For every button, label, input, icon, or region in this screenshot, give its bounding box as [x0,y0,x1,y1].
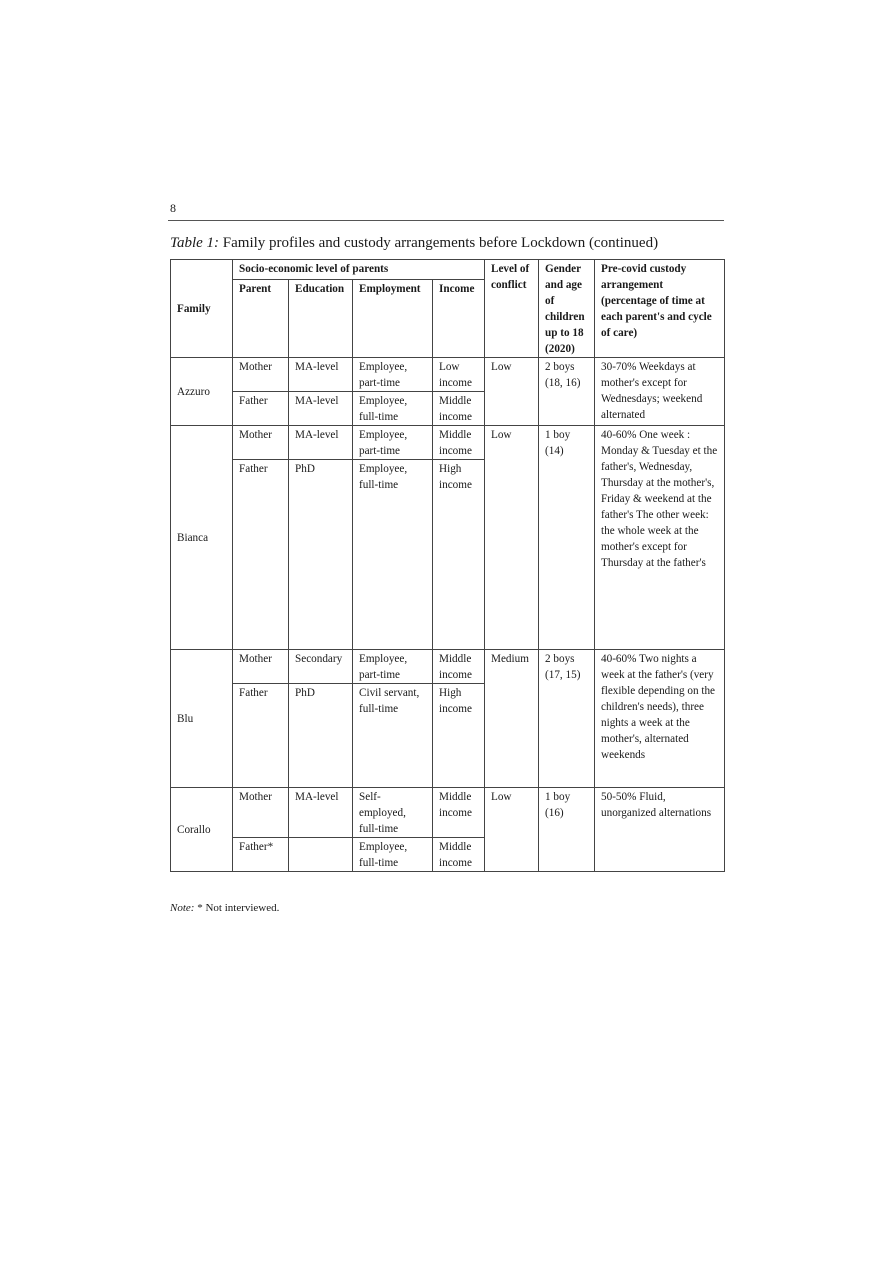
custody-cell: 50-50% Fluid, unorganized alternations [595,788,725,872]
parent-cell: Mother [233,358,289,392]
income-cell: Middle income [433,838,485,872]
education-cell: PhD [289,460,353,650]
employment-cell: Self-employed, full-time [353,788,433,838]
table-caption [170,235,658,252]
table-row [171,358,725,392]
education-cell: MA-level [289,426,353,460]
income-cell: High income [433,684,485,788]
income-cell: Middle income [433,426,485,460]
parent-cell: Father [233,460,289,650]
parent-cell: Mother [233,650,289,684]
education-cell: MA-level [289,788,353,838]
income-cell: Middle income [433,650,485,684]
parent-cell: Father [233,392,289,426]
children-cell: 1 boy (16) [539,788,595,872]
table-row [171,650,725,684]
custody-cell: 40-60% One week : Monday & Tuesday et the father's, Wednesday, Thursday at the mother's, Friday & weekend at the father's The other week: the whole week at the mother's except for Thursday at the father's [595,426,725,650]
header-rule [168,220,724,221]
header-custody: Pre-covid custody arrangement (percentage of time at each parent's and cycle of care) [595,260,725,358]
header-income: Income [433,280,485,358]
header-education: Education [289,280,353,358]
header-family: Family [171,260,233,358]
employment-cell: Employee, part-time [353,358,433,392]
parent-cell: Father [233,684,289,788]
parent-cell: Mother [233,788,289,838]
caption-label: Table 1: [170,235,220,251]
conflict-cell: Medium [485,650,539,788]
income-cell: Low income [433,358,485,392]
employment-cell: Employee, full-time [353,838,433,872]
header-socio-economic: Socio-economic level of parents [233,260,485,280]
employment-cell: Civil servant, full-time [353,684,433,788]
note-text: * Not interviewed. [194,902,280,914]
education-cell: PhD [289,684,353,788]
income-cell: Middle income [433,788,485,838]
custody-cell: 40-60% Two nights a week at the father's (very flexible depending on the children's needs), three nights a week at the mother's, alternated weekends [595,650,725,788]
header-employment: Employment [353,280,433,358]
family-name: Corallo [171,788,233,872]
education-cell: Secondary [289,650,353,684]
page-number: 8 [170,201,176,215]
children-cell: 2 boys (18, 16) [539,358,595,426]
header-parent: Parent [233,280,289,358]
employment-cell: Employee, part-time [353,426,433,460]
employment-cell: Employee, part-time [353,650,433,684]
family-name: Blu [171,650,233,788]
education-cell [289,838,353,872]
table-note [170,902,279,914]
table-row [171,426,725,460]
income-cell: Middle income [433,392,485,426]
header-conflict: Level of conflict [485,260,539,358]
header-children: Gender and age of children up to 18 (2020) [539,260,595,358]
children-cell: 2 boys (17, 15) [539,650,595,788]
conflict-cell: Low [485,426,539,650]
parent-cell: Father* [233,838,289,872]
children-cell: 1 boy (14) [539,426,595,650]
conflict-cell: Low [485,788,539,872]
education-cell: MA-level [289,358,353,392]
table-row [171,788,725,838]
custody-cell: 30-70% Weekdays at mother's except for Wednesdays; weekend alternated [595,358,725,426]
parent-cell: Mother [233,426,289,460]
employment-cell: Employee, full-time [353,460,433,650]
income-cell: High income [433,460,485,650]
family-name: Bianca [171,426,233,650]
employment-cell: Employee, full-time [353,392,433,426]
note-label: Note: [170,902,195,914]
family-profiles-table [170,259,725,872]
education-cell: MA-level [289,392,353,426]
conflict-cell: Low [485,358,539,426]
family-name: Azzuro [171,358,233,426]
header-row-1 [171,260,725,280]
caption-text: Family profiles and custody arrangements before Lockdown (continued) [219,235,659,251]
